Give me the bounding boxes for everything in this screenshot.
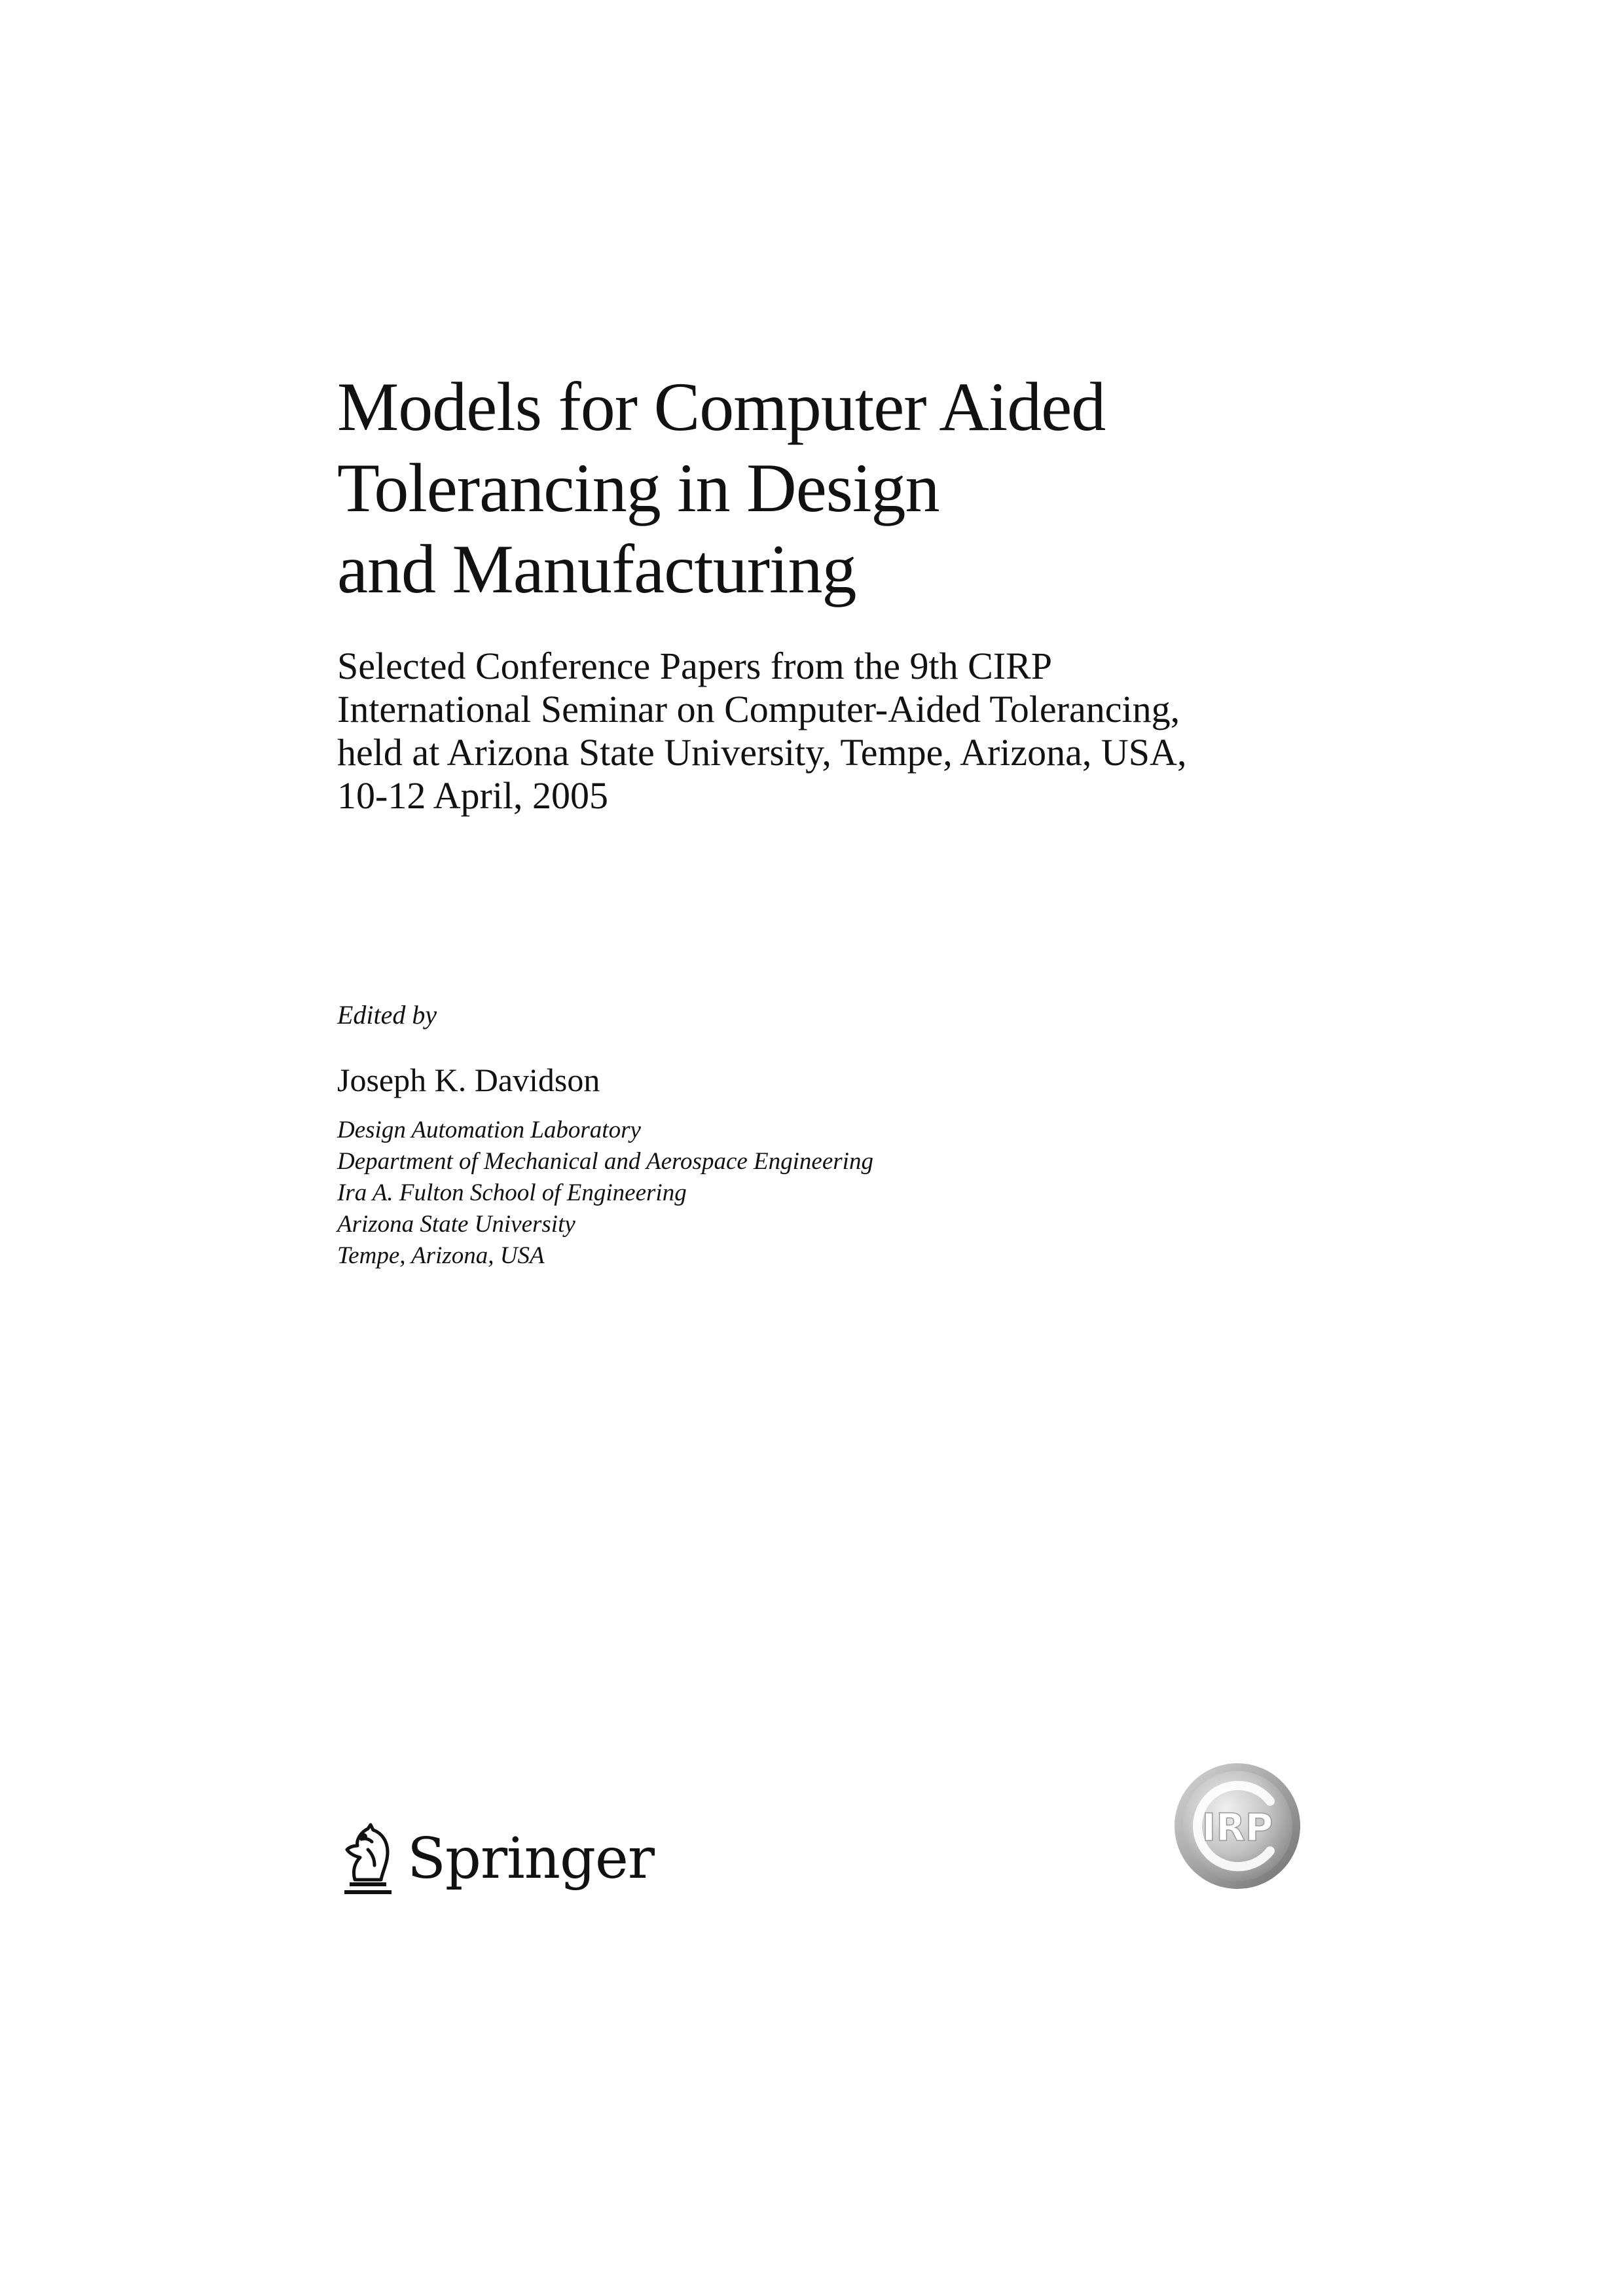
cirp-letters: IRP <box>1201 1805 1273 1850</box>
book-title-line: Models for Computer Aided <box>337 368 1106 445</box>
affiliation-line: Tempe, Arizona, USA <box>337 1242 545 1269</box>
affiliation-line: Department of Mechanical and Aerospace Engineering <box>337 1148 873 1175</box>
affiliation-line: Design Automation Laboratory <box>337 1117 641 1143</box>
book-title-line: Tolerancing in Design <box>337 450 939 526</box>
subtitle-line: Selected Conference Papers from the 9th CIRP <box>337 645 1053 687</box>
book-title-line: and Manufacturing <box>337 531 856 607</box>
subtitle-line: held at Arizona State University, Tempe, Arizona, USA, <box>337 731 1187 774</box>
affiliation-line: Ira A. Fulton School of Engineering <box>337 1179 687 1206</box>
editor-affiliation <box>337 1115 873 1272</box>
publisher-name: Springer <box>407 1826 655 1892</box>
springer-logo <box>335 1820 655 1898</box>
cirp-seal-icon <box>1172 1761 1303 1892</box>
subtitle-line: International Seminar on Computer-Aided Tolerancing, <box>337 688 1180 730</box>
springer-knight-icon <box>335 1820 401 1898</box>
book-title <box>337 367 1450 610</box>
book-subtitle <box>337 645 1483 817</box>
editor-name: Joseph K. Davidson <box>337 1062 600 1098</box>
subtitle-line: 10-12 April, 2005 <box>337 774 609 817</box>
edited-by-label: Edited by <box>337 1000 437 1030</box>
affiliation-line: Arizona State University <box>337 1211 575 1238</box>
